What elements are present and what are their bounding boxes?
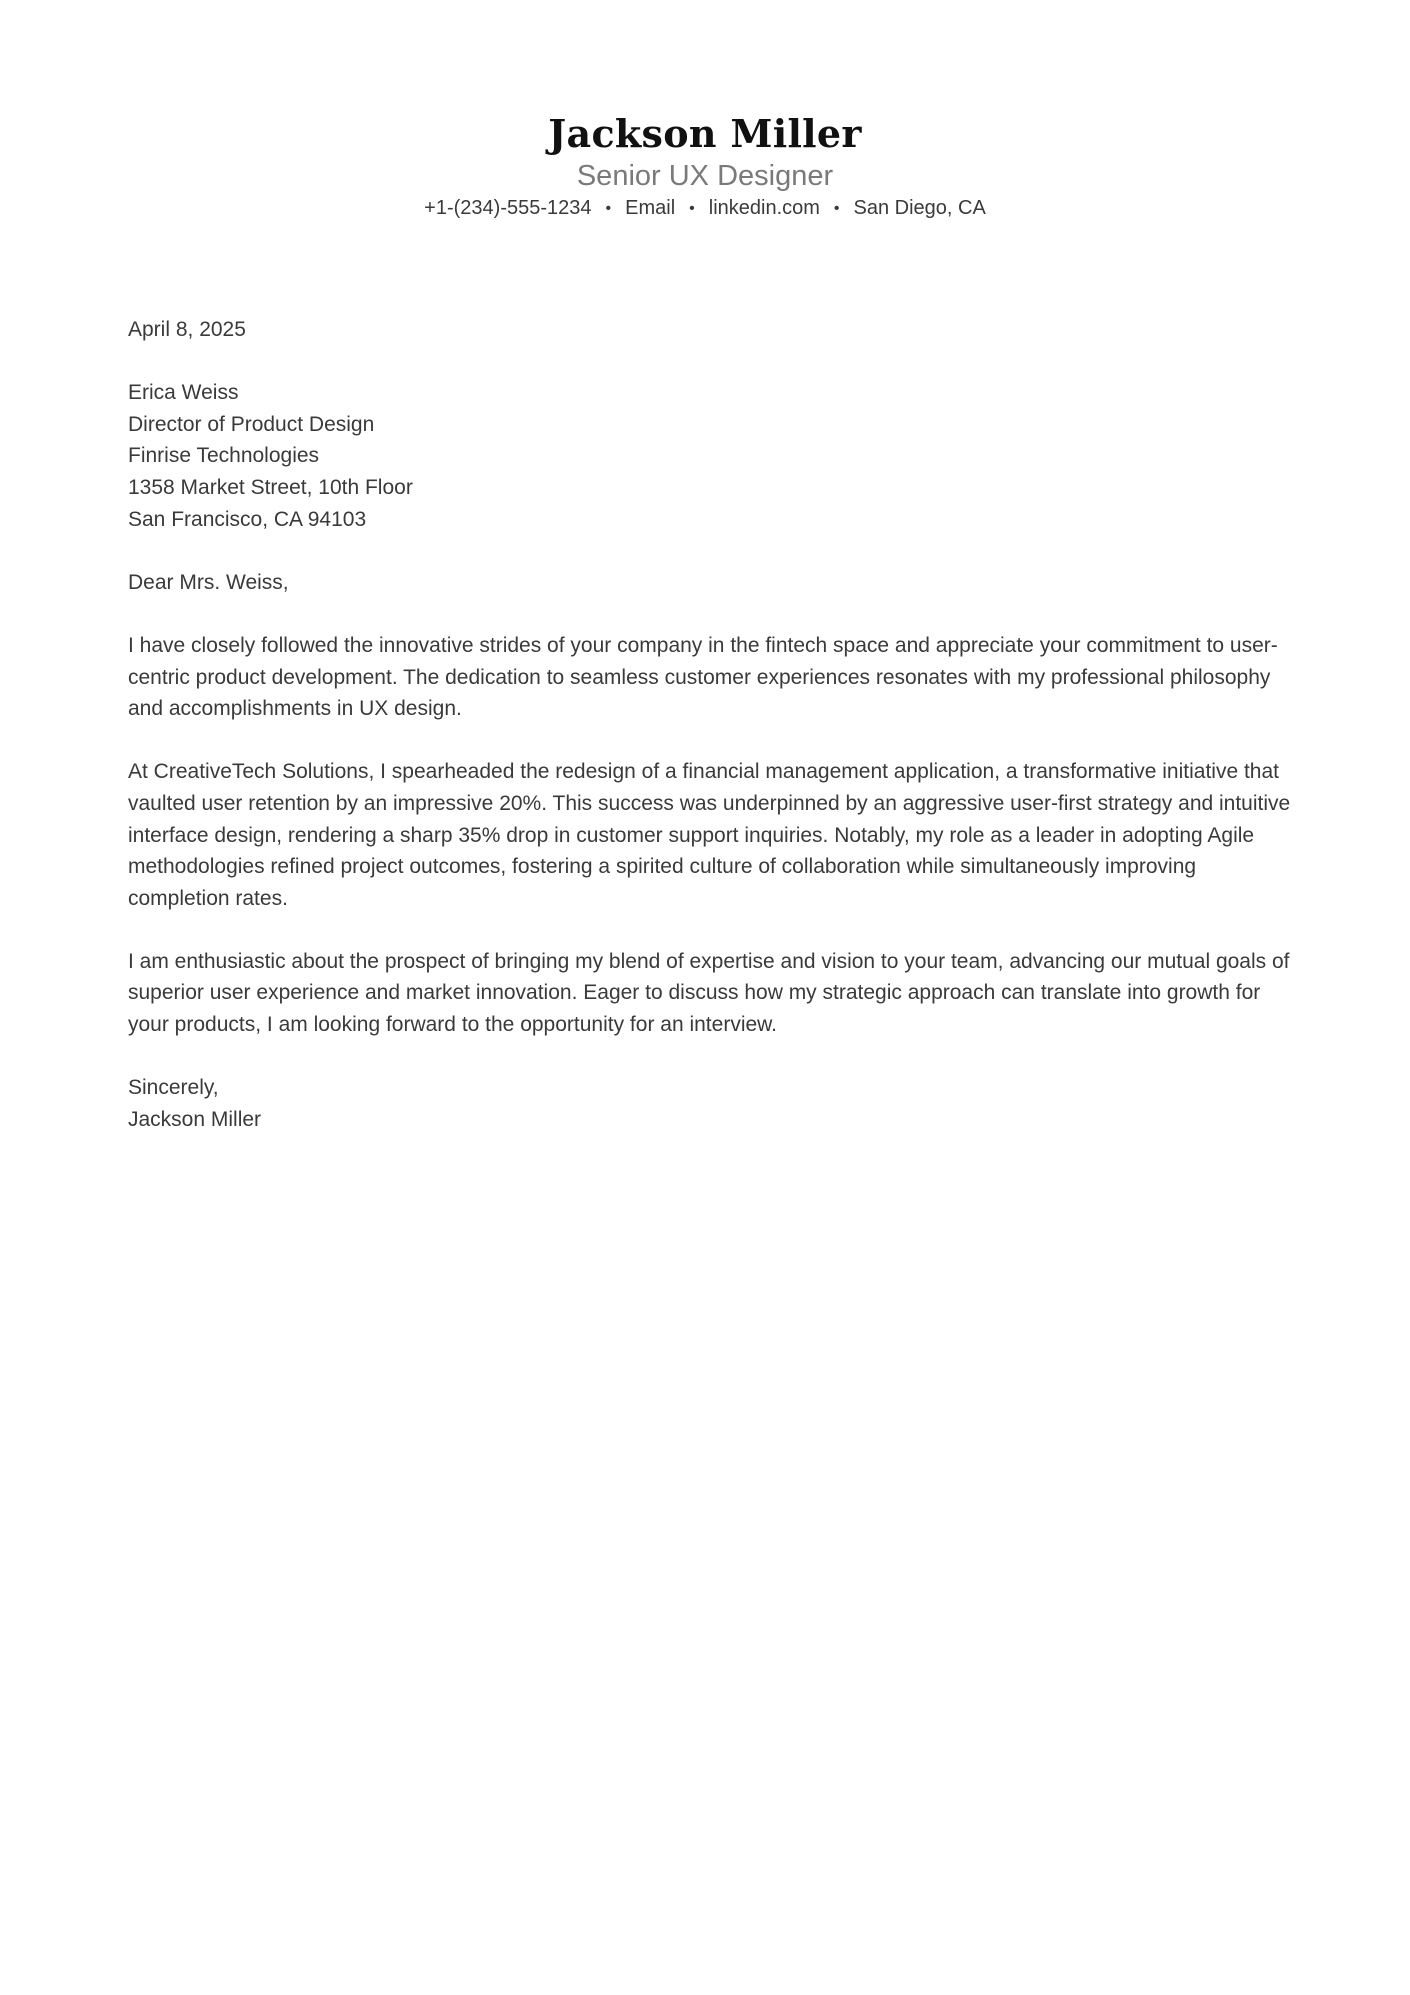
bullet-separator: • [689, 200, 695, 217]
recipient-title: Director of Product Design [128, 412, 375, 436]
body-paragraph-2: At CreativeTech Solutions, I spearheaded the redesign of a financial management application, a transformative initiative that vaulted user retention by an impressive 20%. This success was underpinned by an aggressive user-first strategy and intuitive interface design, rendering a sharp 35% drop in customer support inquiries. Notably, my role as a leader in adopting Agile methodologies refined project outcomes, fostering a spirited culture of collaboration while simultaneously improving completion rates. [128, 760, 1291, 910]
salutation: Dear Mrs. Weiss, [128, 570, 289, 594]
letter-date: April 8, 2025 [128, 318, 246, 341]
letter-body [128, 314, 1298, 1167]
applicant-name: Jackson Miller [548, 111, 862, 156]
body-paragraph-1: I have closely followed the innovative strides of your company in the fintech space and appreciate your commitment to user-centric product development. The dedication to seamless customer experiences resonates with my professional philosophy and accomplishments in UX design. [128, 633, 1278, 721]
contact-linkedin[interactable]: linkedin.com [708, 197, 820, 219]
applicant-job-title: Senior UX Designer [576, 160, 834, 192]
recipient-name: Erica Weiss [128, 381, 239, 405]
body-paragraph-3: I am enthusiastic about the prospect of bringing my blend of expertise and vision to your team, advancing our mutual goals of superior user experience and market innovation. Eager to discuss how my strategic approach can translate into growth for your products, I am looking forward to the opportunity for an interview. [128, 949, 1290, 1037]
recipient-street: 1358 Market Street, 10th Floor [128, 475, 413, 499]
bullet-separator: • [605, 200, 612, 217]
recipient-company: Finrise Technologies [128, 444, 320, 468]
recipient-city: San Francisco, CA 94103 [128, 507, 367, 531]
contact-location: San Diego, CA [853, 197, 986, 219]
contact-line [0, 194, 1410, 223]
closing-block [128, 1072, 1298, 1135]
letter-header [0, 110, 1410, 223]
contact-phone: +1-(234)-555-1234 [424, 197, 592, 219]
recipient-address [128, 377, 1298, 535]
signature: Jackson Miller [128, 1107, 262, 1131]
bullet-separator: • [833, 200, 840, 217]
contact-email[interactable]: Email [625, 197, 676, 219]
closing: Sincerely, [128, 1076, 219, 1100]
